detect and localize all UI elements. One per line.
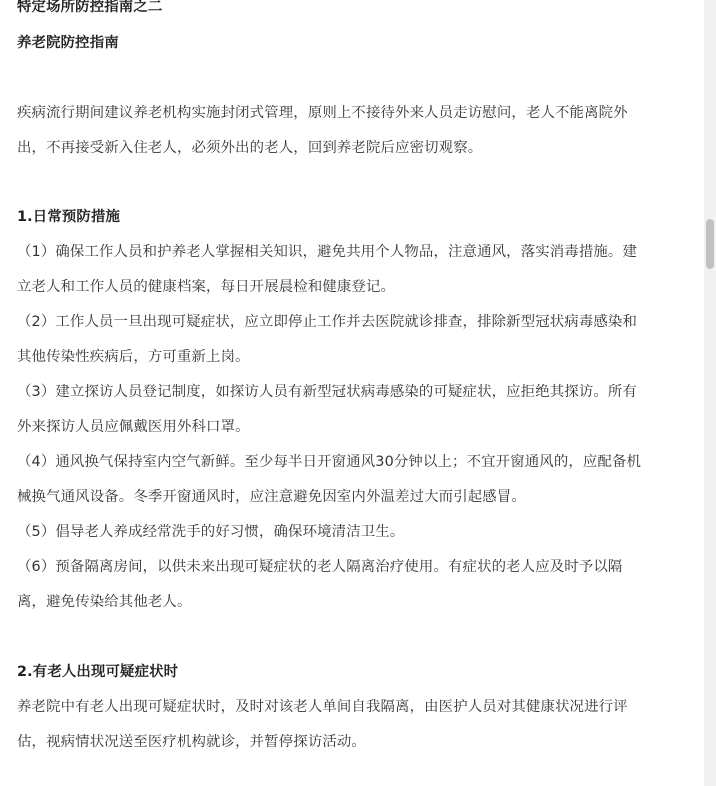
section-1-heading: 1.日常预防措施 [17,209,121,225]
section-1-line: （2）工作人员一旦出现可疑症状，应立即停止工作并去医院就诊排查，排除新型冠状病毒感染和 [17,314,638,330]
section-1-line: （4）通风换气保持室内空气新鲜。至少每半日开窗通风30分钟以上；不宜开窗通风的，应配备机 [17,454,642,470]
section-1-line: 其他传染性疾病后，方可重新上岗。 [17,349,250,365]
scrollbar-thumb[interactable] [706,219,714,269]
section-2-line: 养老院中有老人出现可疑症状时，及时对该老人单间自我隔离，由医护人员对其健康状况进行评 [17,699,628,715]
section-1-line: （5）倡导老人养成经常洗手的好习惯，确保环境清洁卫生。 [17,524,405,540]
section-2-heading: 2.有老人出现可疑症状时 [17,664,179,680]
guide-title: 养老院防控指南 [17,35,119,51]
section-1-line: 立老人和工作人员的健康档案，每日开展晨检和健康登记。 [17,279,396,295]
series-title: 特定场所防控指南之二 [17,0,163,15]
section-1-line: （6）预备隔离房间，以供未来出现可疑症状的老人隔离治疗使用。有症状的老人应及时予以隔 [17,559,623,575]
vertical-scrollbar[interactable] [704,0,716,786]
intro-line-1: 疾病流行期间建议养老机构实施封闭式管理，原则上不接待外来人员走访慰问，老人不能离院外 [17,105,628,121]
section-1-line: 外来探访人员应佩戴医用外科口罩。 [17,419,250,435]
section-1-line: （1）确保工作人员和护养老人掌握相关知识，避免共用个人物品，注意通风，落实消毒措施。建 [17,244,638,260]
section-1-line: （3）建立探访人员登记制度，如探访人员有新型冠状病毒感染的可疑症状，应拒绝其探访。所有 [17,384,638,400]
section-1-line: 械换气通风设备。冬季开窗通风时，应注意避免因室内外温差过大而引起感冒。 [17,489,526,505]
section-1-line: 离，避免传染给其他老人。 [17,594,192,610]
intro-line-2: 出，不再接受新入住老人，必须外出的老人，回到养老院后应密切观察。 [17,140,483,156]
section-2-line: 估，视病情状况送至医疗机构就诊，并暂停探访活动。 [17,734,366,750]
